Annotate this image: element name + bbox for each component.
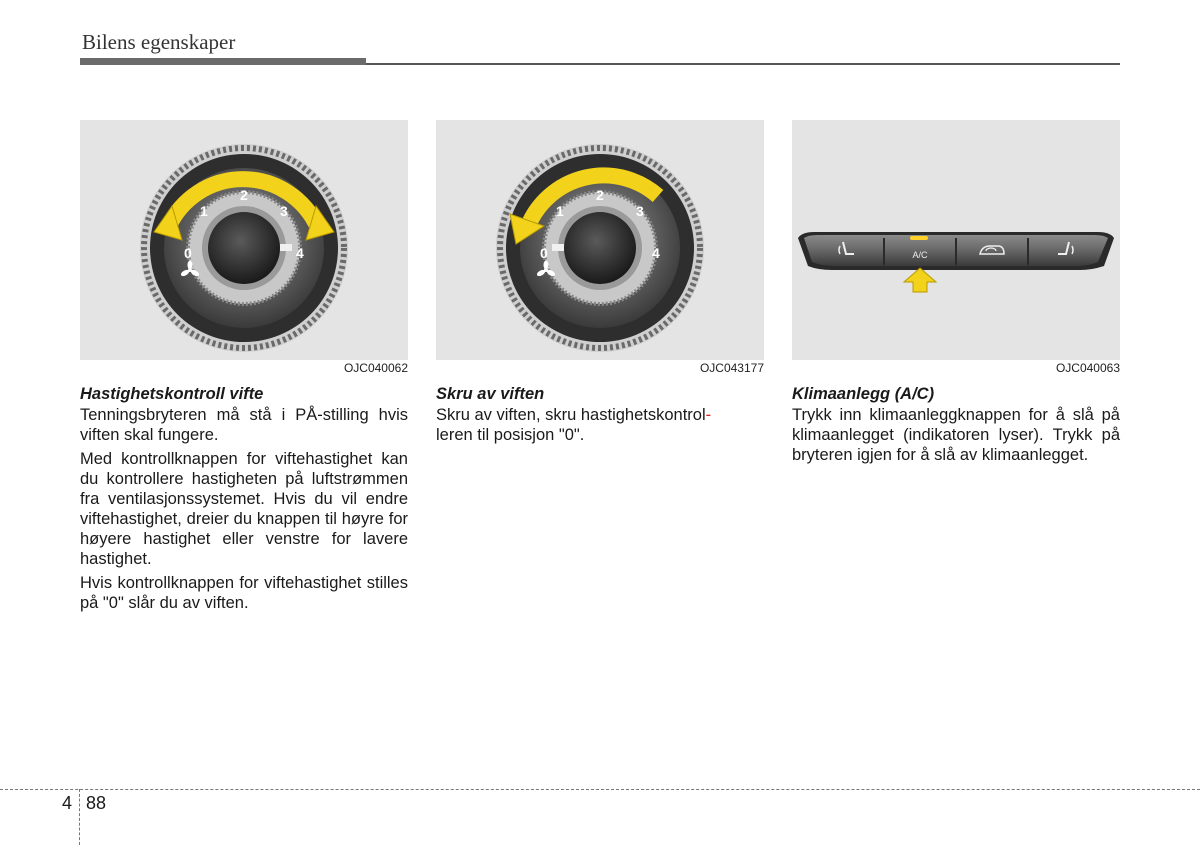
dial-label-3: 3 (280, 203, 288, 219)
paragraph: Trykk inn klimaanleggknappen for å slå på klimaanlegget (indikatoren lyser). Trykk på bryteren igjen for å slå av klimaanlegget. (792, 406, 1120, 464)
dial-label-1: 1 (200, 203, 208, 219)
paragraph-part: leren til posisjon "0". (436, 426, 585, 444)
dial-label-4: 4 (652, 245, 660, 261)
paragraph (436, 405, 764, 445)
section-heading: Klimaanlegg (A/C) (792, 385, 935, 403)
figure-code: OJC040063 (1055, 361, 1120, 375)
section-fan-off (436, 384, 764, 449)
footer-divider (79, 789, 80, 845)
figure-fan-off-dial (436, 120, 764, 360)
section-fan-speed (80, 384, 408, 617)
dial-label-0: 0 (184, 245, 192, 261)
page-header-title: Bilens egenskaper (82, 30, 236, 54)
paragraph: Hvis kontrollknappen for viftehastighet stilles på "0" slår du av viften. (80, 574, 408, 612)
paragraph-part: Skru av viften, skru hastighetskontrol (436, 406, 706, 424)
dial-label-2: 2 (596, 187, 604, 203)
dial-label-2: 2 (240, 187, 248, 203)
section-heading: Hastighetskontroll vifte (80, 385, 264, 403)
header-rule-thin (366, 63, 1120, 65)
dial-label-0: 0 (540, 245, 548, 261)
footer-rule (0, 789, 1200, 790)
dial-label-4: 4 (296, 245, 304, 261)
paragraph: Tenningsbryteren må stå i PÅ-stilling hvis viften skal fungere. (80, 406, 408, 444)
section-air-conditioning (792, 384, 1120, 469)
figure-code: OJC040062 (343, 361, 408, 375)
figure-fan-speed-dial (80, 120, 408, 360)
pointer-arrow (904, 268, 936, 292)
hyphen-mark: - (705, 406, 712, 424)
ac-indicator-light (910, 236, 928, 240)
page-number: 88 (86, 793, 107, 813)
header-rule-thick (80, 58, 366, 65)
section-heading: Skru av viften (436, 385, 545, 403)
paragraph: Med kontrollknappen for viftehastighet kan du kontrollere hastigheten på luftstrømmen fra ventilasjonssystemet. Hvis du vil endre viftehastighet, dreier du knappen til høyre for høyere hastighet eller venstre for lavere hastighet. (80, 450, 408, 568)
dial-label-3: 3 (636, 203, 644, 219)
page-chapter-number: 4 (62, 793, 73, 813)
dial-label-1: 1 (556, 203, 564, 219)
figure-ac-button-panel (792, 120, 1120, 360)
figure-code: OJC043177 (699, 361, 764, 375)
ac-button-label: A/C (912, 250, 928, 260)
